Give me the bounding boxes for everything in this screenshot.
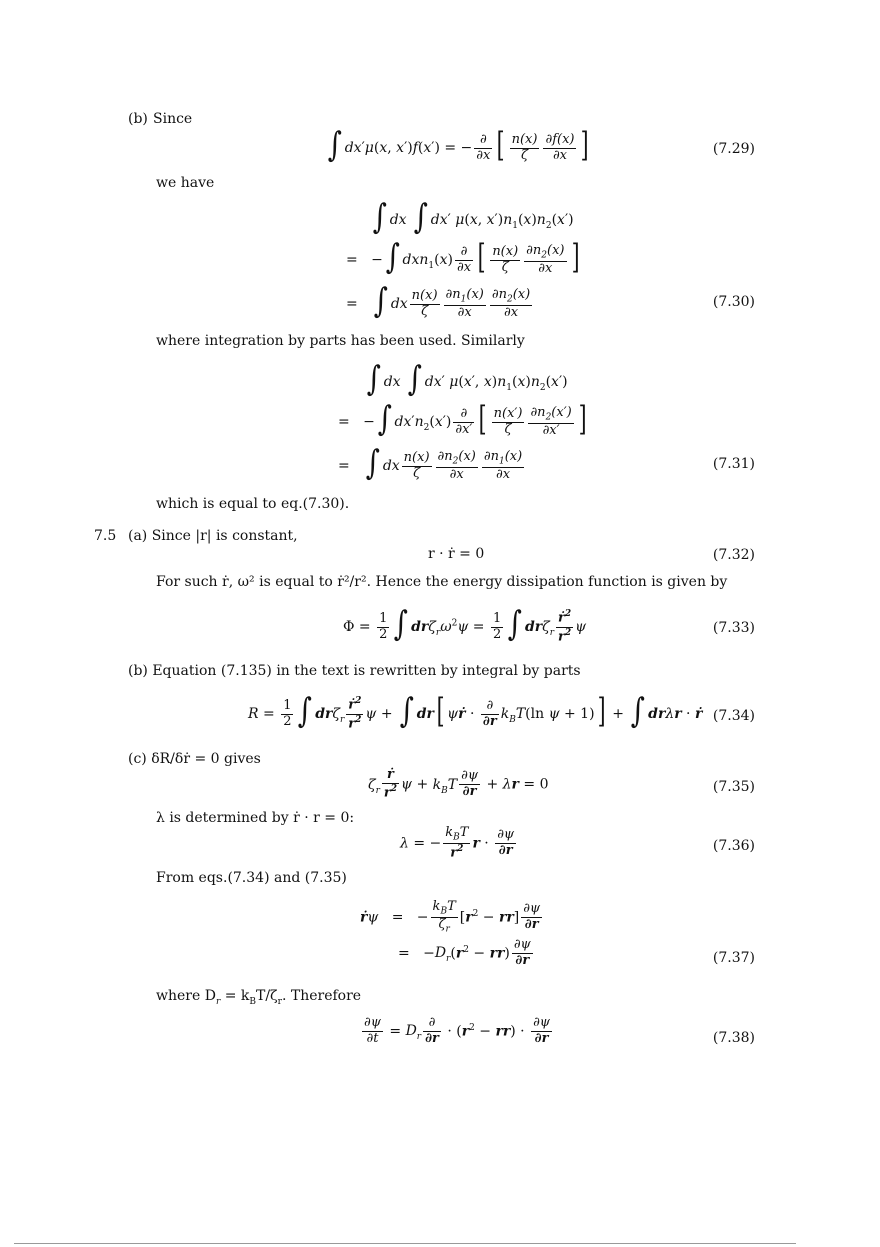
part-c-text: (c) δR/δṙ = 0 gives — [128, 751, 261, 767]
equation-7-37-line1: ṙψ = − $\frac{k_BT}{\zeta_r}$ $[r^2 - rr]$ $\frac{\partial\psi}{\partial r}$ — [360, 899, 541, 935]
equation-7-31-line3: = ∫ dx $\frac{n(x)}{\zeta}$ $\frac{\partial n_2(x)}{\partial x}$ $\frac{\partial n_1(x)}{\partial x}$ — [338, 443, 523, 483]
eq-number-7-31: (7.31) — [712, 456, 755, 472]
where-dr-a: where D — [156, 988, 216, 1004]
equation-7-31-line2: = −∫ $dx'n_2(x')$ $\frac{\partial}{\partial x'}$ [ $\frac{n(x')}{\zeta}$ $\frac{\partial n_2(x')}{\partial x'}$ ] — [338, 399, 587, 439]
eq-number-7-32: (7.32) — [712, 547, 755, 563]
lambda-text: λ is determined by ṙ · r = 0: — [156, 810, 355, 826]
problem-number: 7.5 — [94, 528, 117, 544]
for-such-text: For such ṙ, ω² is equal to ṙ²/r². Hence the energy dissipation function is given by — [156, 574, 728, 590]
equation-7-38: $\frac{\partial\psi}{\partial t}$ = $D_r$ $\frac{\partial}{\partial r}$ · $(r^2 - rr)$ · $\frac{\partial\psi}{\partial r}$ — [364, 1015, 550, 1046]
equal-to-text: which is equal to eq.(7.30). — [156, 496, 350, 512]
equation-7-35: $\zeta_r$ $\frac{\text{ṙ}}{r^2}$ $\psi + k_BT$ $\frac{\partial\psi}{\partial r}$ + λr = 0 — [368, 767, 549, 801]
equation-7-30-line1: ∫ dx ∫ dx′ μ(x, $x')n_1(x)n_2(x')$ — [372, 197, 574, 237]
eq-number-7-36: (7.36) — [712, 838, 755, 854]
equation-7-33: Φ = $\frac{1}{2}$ ∫ $dr\zeta_r\omega^2\psi$ = $\frac{1}{2}$ ∫ drζ$_r$ $\frac{ṙ^2}{r^2}$ ψ — [343, 604, 587, 644]
equation-7-30-line2: = −∫ dxn$_1$(x) $\frac{\partial}{\partial x}$ [ $\frac{n(x)}{\zeta}$ $\frac{\partial n_2(x)}{\partial x}$ ] — [346, 237, 580, 277]
eq-number-7-38: (7.38) — [712, 1030, 755, 1046]
where-dr-b: = k — [220, 988, 250, 1004]
eq-number-7-29: (7.29) — [712, 141, 755, 157]
eq-number-7-34: (7.34) — [712, 708, 755, 724]
from-eqs-text: From eqs.(7.34) and (7.35) — [156, 870, 347, 886]
eq-number-7-35: (7.35) — [712, 779, 755, 795]
equation-7-31-line1: ∫ dx ∫ dx′ μ(x′, $x)n_1(x)n_2(x')$ — [366, 359, 568, 399]
therefore-text: . Therefore — [281, 988, 362, 1004]
eq-number-7-37: (7.37) — [712, 950, 755, 966]
integration-by-parts-text: where integration by parts has been used. Similarly — [156, 333, 525, 349]
item-b-text: Since — [153, 111, 193, 127]
equation-7-34: R = $\frac{1}{2}$ ∫ drζ$_r$ $\frac{ṙ^2}{r^2}$ ψ + ∫ dr[ ψṙ · $\frac{\partial}{\partial r}$ $k_BT(\ln$ ψ + 1)] + ∫ drλr · ṙ — [248, 691, 703, 731]
part-a-text: (a) Since |r| is constant, — [128, 528, 298, 544]
eq-number-7-30: (7.30) — [712, 294, 755, 310]
part-b-text: (b) Equation (7.135) in the text is rewritten by integral by parts — [128, 663, 581, 679]
equation-7-30-line3: = ∫ dx $\frac{n(x)}{\zeta}$ $\frac{\partial n_1(x)}{\partial x}$ $\frac{\partial n_2(x)}{\partial x}$ — [346, 281, 531, 321]
equation-7-32: r · ṙ = 0 — [428, 546, 485, 562]
equation-7-37-line2: = $-D_r(r^2 - rr)$ $\frac{\partial\psi}{\partial r}$ — [398, 937, 531, 968]
where-dr-sub: r — [215, 996, 221, 1007]
where-dr-bsub: B — [249, 996, 256, 1007]
where-dr-rsub: r — [277, 996, 282, 1007]
eq-number-7-33: (7.33) — [712, 620, 755, 636]
where-dr-c: T/ζ — [256, 988, 278, 1004]
equation-7-36: λ = − $\frac{k_BT}{r^2}$ r · $\frac{\partial\psi}{\partial r}$ — [400, 825, 515, 861]
where-dr-text — [156, 989, 361, 1007]
we-have-text: we have — [156, 175, 215, 191]
item-b-label: (b) — [128, 111, 148, 127]
equation-7-29: ∫ dx′μ(x, x′)f(x′) = − $\frac{\partial}{\partial x}$ [ $\frac{n(x)}{\zeta}$ $\frac{\partial f(x)}{\partial x}$ ] — [327, 125, 590, 165]
footer-rule — [14, 1243, 796, 1244]
